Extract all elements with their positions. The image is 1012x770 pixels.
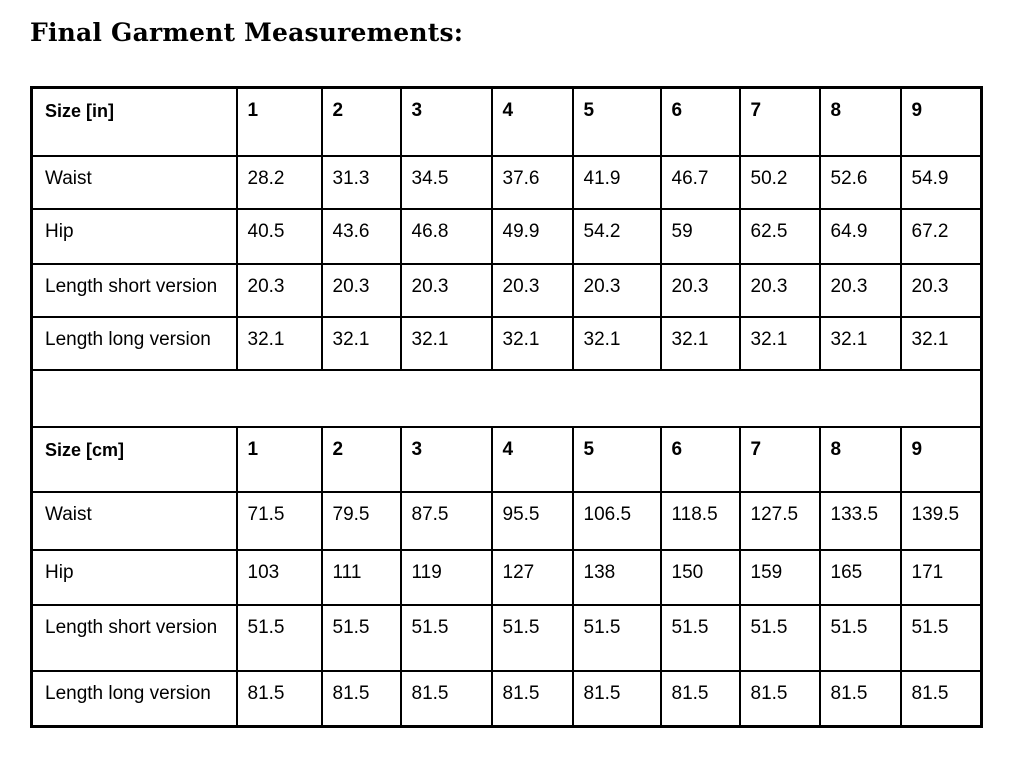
size-cell: 81.5 — [820, 671, 901, 727]
size-cell: 3 — [401, 88, 492, 156]
size-cell: 81.5 — [237, 671, 322, 727]
row-label-cell: Waist — [32, 492, 237, 550]
size-cell: 150 — [661, 550, 740, 605]
size-cell: 59 — [661, 209, 740, 264]
size-cell: 32.1 — [901, 317, 982, 370]
size-cell: 51.5 — [401, 605, 492, 671]
size-cell: 32.1 — [573, 317, 661, 370]
size-cell: 20.3 — [901, 264, 982, 317]
size-cell: 127 — [492, 550, 573, 605]
centimeters-data-row — [32, 605, 982, 671]
row-label-cell: Hip — [32, 209, 237, 264]
page-title: Final Garment Measurements: — [30, 18, 464, 47]
size-cell: 54.2 — [573, 209, 661, 264]
size-cell: 5 — [573, 88, 661, 156]
size-cell: 20.3 — [661, 264, 740, 317]
size-cell: 20.3 — [740, 264, 820, 317]
size-cell: 32.1 — [740, 317, 820, 370]
size-cell: 9 — [901, 427, 982, 492]
inches-header-row — [32, 88, 982, 156]
size-cell: 32.1 — [237, 317, 322, 370]
size-cell: 127.5 — [740, 492, 820, 550]
size-cell: 52.6 — [820, 156, 901, 209]
size-cell: 106.5 — [573, 492, 661, 550]
size-cell: 5 — [573, 427, 661, 492]
inches-data-row — [32, 317, 982, 370]
size-cell: 51.5 — [237, 605, 322, 671]
inches-data-row — [32, 156, 982, 209]
size-cell: 34.5 — [401, 156, 492, 209]
size-cell: 32.1 — [322, 317, 401, 370]
row-label-cell: Size [cm] — [32, 427, 237, 492]
size-cell: 7 — [740, 427, 820, 492]
size-cell: 50.2 — [740, 156, 820, 209]
size-cell: 51.5 — [661, 605, 740, 671]
size-cell: 20.3 — [492, 264, 573, 317]
size-cell: 51.5 — [820, 605, 901, 671]
spacer-section — [32, 370, 982, 427]
size-cell: 20.3 — [573, 264, 661, 317]
size-cell: 67.2 — [901, 209, 982, 264]
size-cell: 51.5 — [492, 605, 573, 671]
size-cell: 32.1 — [401, 317, 492, 370]
size-cell: 81.5 — [740, 671, 820, 727]
size-cell: 139.5 — [901, 492, 982, 550]
size-cell: 71.5 — [237, 492, 322, 550]
size-cell: 51.5 — [901, 605, 982, 671]
size-cell: 62.5 — [740, 209, 820, 264]
row-label-cell: Length short version — [32, 605, 237, 671]
inches-data-row — [32, 264, 982, 317]
row-label-cell: Length short version — [32, 264, 237, 317]
size-cell: 7 — [740, 88, 820, 156]
size-cell: 32.1 — [492, 317, 573, 370]
size-cell: 165 — [820, 550, 901, 605]
spacer-row — [32, 370, 982, 427]
size-cell: 1 — [237, 427, 322, 492]
size-cell: 31.3 — [322, 156, 401, 209]
size-cell: 20.3 — [820, 264, 901, 317]
size-cell: 43.6 — [322, 209, 401, 264]
size-cell: 51.5 — [740, 605, 820, 671]
size-cell: 3 — [401, 427, 492, 492]
size-cell: 6 — [661, 427, 740, 492]
size-cell: 2 — [322, 427, 401, 492]
size-cell: 79.5 — [322, 492, 401, 550]
size-cell: 46.7 — [661, 156, 740, 209]
centimeters-data-row — [32, 492, 982, 550]
size-cell: 1 — [237, 88, 322, 156]
size-cell: 37.6 — [492, 156, 573, 209]
centimeters-data-row — [32, 550, 982, 605]
size-cell: 40.5 — [237, 209, 322, 264]
size-cell: 4 — [492, 88, 573, 156]
size-cell: 118.5 — [661, 492, 740, 550]
size-cell: 54.9 — [901, 156, 982, 209]
size-cell: 32.1 — [820, 317, 901, 370]
size-cell: 119 — [401, 550, 492, 605]
spacer-cell — [32, 370, 982, 427]
size-cell: 49.9 — [492, 209, 573, 264]
size-cell: 6 — [661, 88, 740, 156]
row-label-cell: Length long version — [32, 317, 237, 370]
size-cell: 46.8 — [401, 209, 492, 264]
size-cell: 103 — [237, 550, 322, 605]
size-cell: 20.3 — [322, 264, 401, 317]
inches-section — [32, 88, 982, 370]
inches-data-row — [32, 209, 982, 264]
size-cell: 8 — [820, 88, 901, 156]
row-label-cell: Waist — [32, 156, 237, 209]
size-cell: 32.1 — [661, 317, 740, 370]
size-cell: 9 — [901, 88, 982, 156]
size-cell: 51.5 — [322, 605, 401, 671]
size-cell: 81.5 — [492, 671, 573, 727]
size-cell: 111 — [322, 550, 401, 605]
size-cell: 20.3 — [237, 264, 322, 317]
size-cell: 133.5 — [820, 492, 901, 550]
centimeters-header-row — [32, 427, 982, 492]
size-cell: 95.5 — [492, 492, 573, 550]
centimeters-data-row — [32, 671, 982, 727]
size-cell: 64.9 — [820, 209, 901, 264]
size-cell: 28.2 — [237, 156, 322, 209]
size-cell: 159 — [740, 550, 820, 605]
size-cell: 81.5 — [573, 671, 661, 727]
size-cell: 4 — [492, 427, 573, 492]
centimeters-section — [32, 427, 982, 727]
size-cell: 138 — [573, 550, 661, 605]
row-label-cell: Hip — [32, 550, 237, 605]
size-cell: 87.5 — [401, 492, 492, 550]
row-label-cell: Size [in] — [32, 88, 237, 156]
size-cell: 171 — [901, 550, 982, 605]
size-cell: 2 — [322, 88, 401, 156]
size-cell: 81.5 — [901, 671, 982, 727]
size-cell: 81.5 — [661, 671, 740, 727]
size-cell: 41.9 — [573, 156, 661, 209]
size-cell: 81.5 — [322, 671, 401, 727]
row-label-cell: Length long version — [32, 671, 237, 727]
size-cell: 51.5 — [573, 605, 661, 671]
size-cell: 8 — [820, 427, 901, 492]
size-cell: 81.5 — [401, 671, 492, 727]
size-cell: 20.3 — [401, 264, 492, 317]
measurements-table — [30, 86, 983, 728]
